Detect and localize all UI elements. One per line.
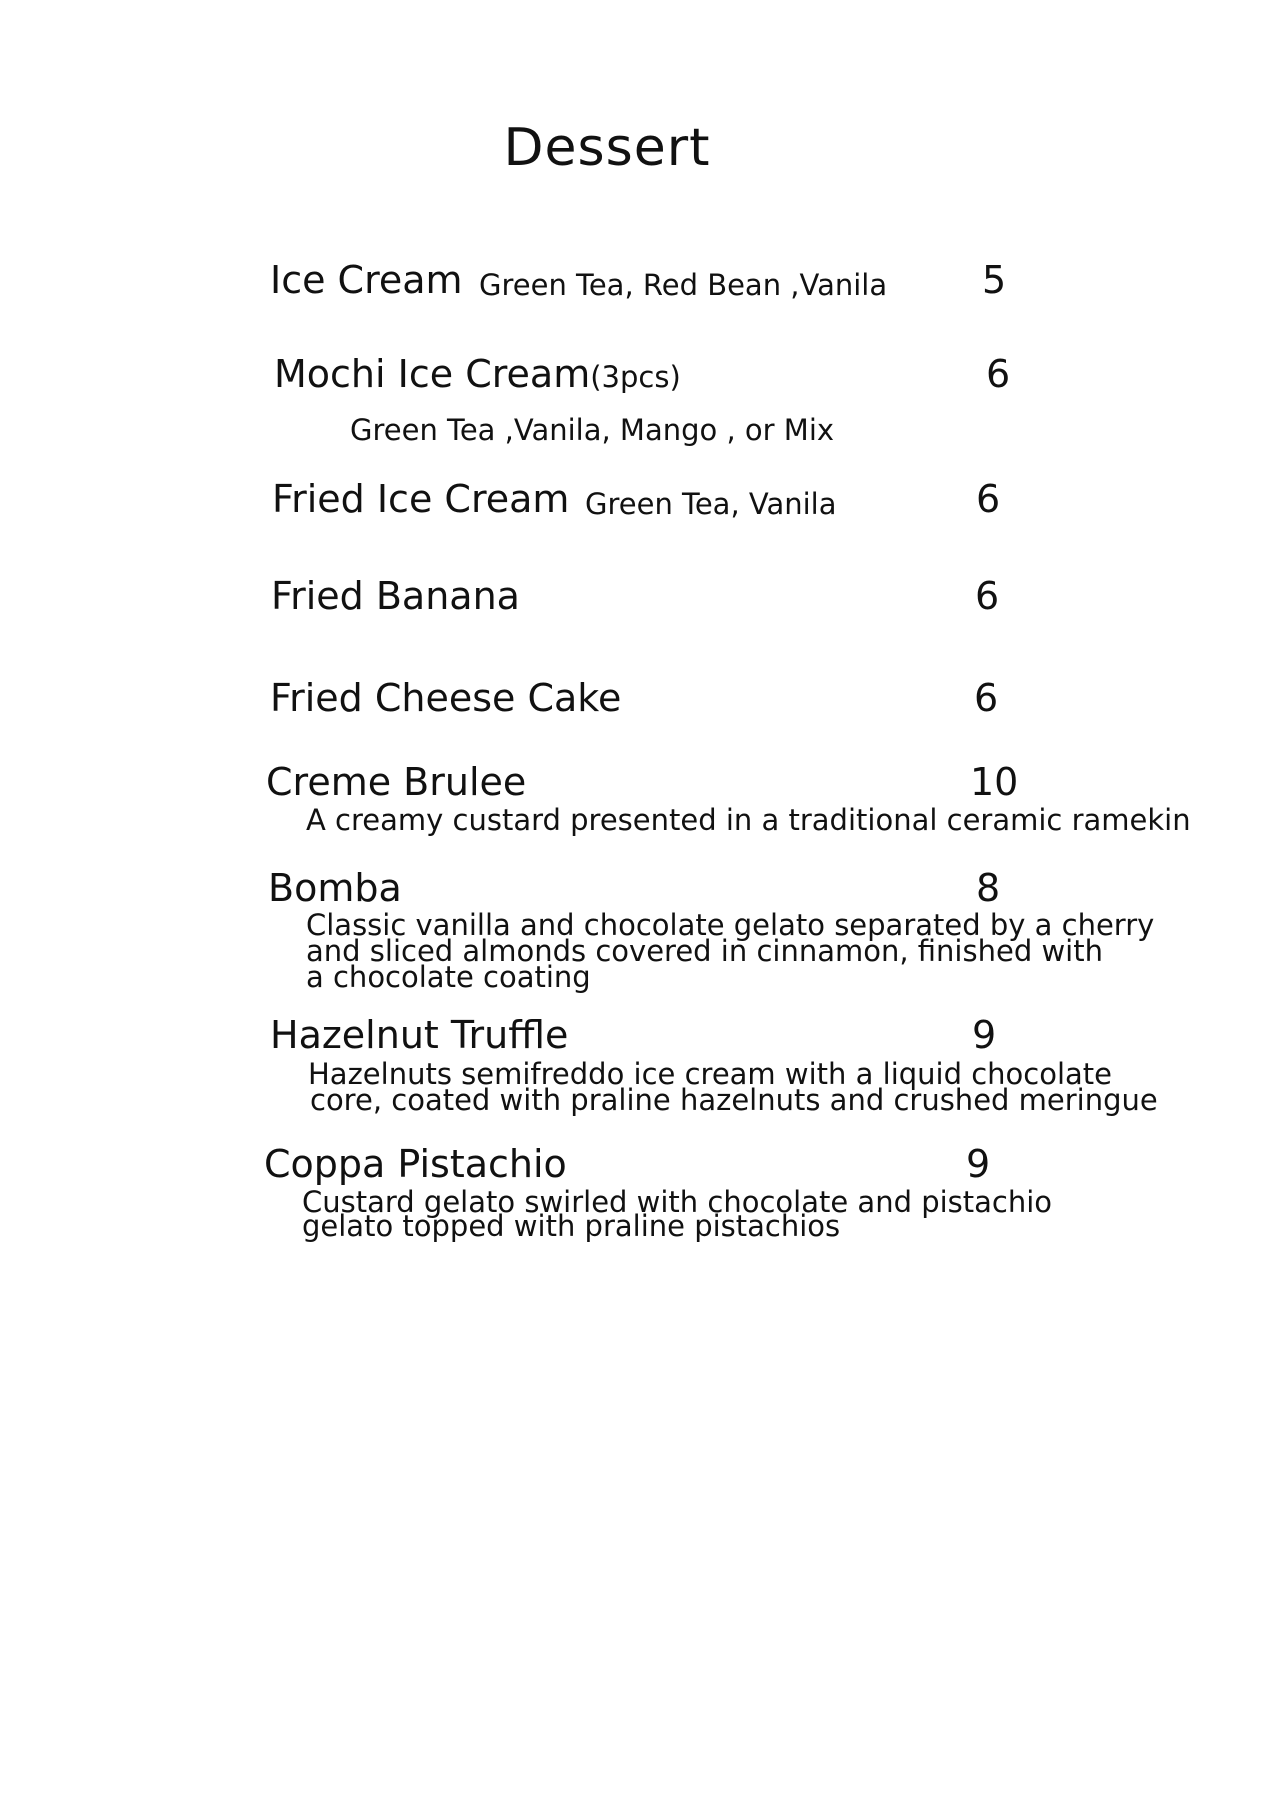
item-price-ice-cream: 5: [982, 258, 1007, 302]
item-price-bomba: 8: [976, 866, 1001, 910]
item-heading-mochi: [274, 352, 681, 396]
menu-title: Dessert: [503, 118, 711, 178]
item-flavors-fried-ice-cream: Green Tea, Vanila: [585, 487, 837, 521]
item-qty-mochi-ice-cream: (3pcs): [590, 360, 681, 394]
item-price-coppa-pistachio: 9: [966, 1142, 991, 1186]
item-flavors-mochi-ice-cream: Green Tea ,Vanila, Mango , or Mix: [350, 413, 835, 447]
item-name-ice-cream: Ice Cream: [270, 258, 463, 302]
item-desc-hazelnut-truffle-line-2: core, coated with praline hazelnuts and crushed meringue: [310, 1083, 1158, 1117]
item-price-mochi-ice-cream: 6: [986, 352, 1011, 396]
item-desc-creme-brulee: A creamy custard presented in a traditional ceramic ramekin: [306, 803, 1191, 837]
item-name-hazelnut-truffle: Hazelnut Truffle: [270, 1013, 569, 1057]
item-name-mochi-ice-cream: Mochi Ice Cream: [274, 352, 591, 396]
item-name-coppa-pistachio: Coppa Pistachio: [264, 1142, 567, 1186]
item-name-fried-cheese-cake: Fried Cheese Cake: [270, 676, 622, 720]
item-price-fried-banana: 6: [975, 574, 1000, 618]
item-desc-bomba-line-3: a chocolate coating: [306, 960, 591, 994]
item-desc-hazelnut-truffle-line-1: Hazelnuts semifreddo ice cream with a liquid chocolate: [308, 1057, 1113, 1091]
item-desc-coppa-pistachio-line-2: gelato topped with praline pistachios: [302, 1209, 841, 1243]
item-desc-coppa-pistachio-line-1: Custard gelato swirled with chocolate and pistachio: [302, 1185, 1053, 1219]
item-flavors-ice-cream: Green Tea, Red Bean ,Vanila: [479, 268, 888, 302]
item-price-fried-ice-cream: 6: [976, 477, 1001, 521]
item-price-fried-cheese-cake: 6: [974, 676, 999, 720]
item-name-creme-brulee: Creme Brulee: [266, 760, 527, 804]
item-name-fried-ice-cream: Fried Ice Cream: [272, 477, 570, 521]
item-name-bomba: Bomba: [268, 866, 402, 910]
item-name-fried-banana: Fried Banana: [271, 574, 520, 618]
item-price-creme-brulee: 10: [970, 760, 1019, 804]
item-desc-bomba-line-1: Classic vanilla and chocolate gelato separated by a cherry: [306, 908, 1155, 942]
item-price-hazelnut-truffle: 9: [972, 1013, 997, 1057]
item-desc-bomba-line-2: and sliced almonds covered in cinnamon, finished with: [306, 934, 1103, 968]
